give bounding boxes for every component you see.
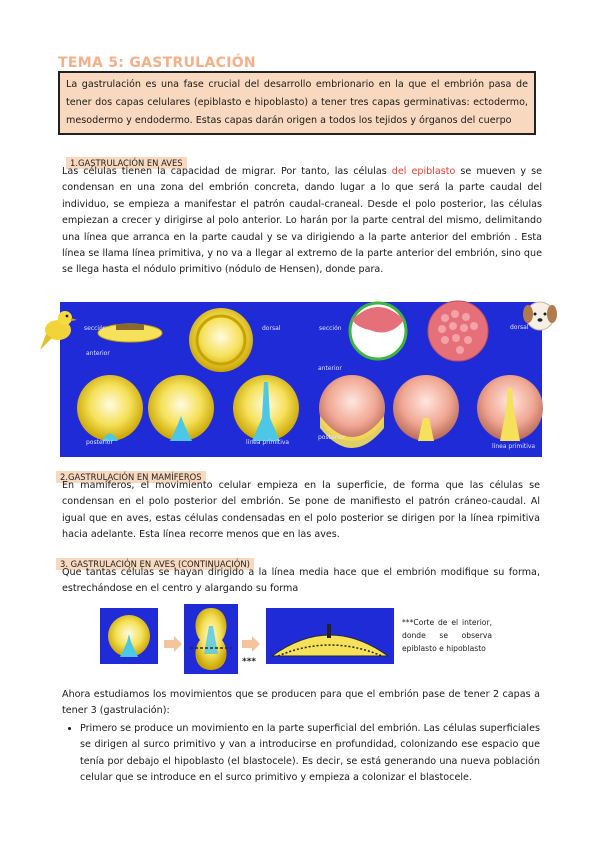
left-label-seccion: sección	[84, 325, 107, 332]
left-embryo-1	[77, 375, 143, 441]
left-label-posterior: posterior	[86, 439, 113, 446]
bullet-item: • Primero se produce un movimiento en la parte superficial del embrión. Las células superficiales se dirigen al surco primitivo y van a introducirse en profundidad, colonizando ese espacio que tenía por debajo el hipoblasto (el blastocele). Es decir, se está generando una nueva población celular que se introduce en el surco primitivo y empieza a colonizar el blastocele.	[80, 721, 540, 787]
s1-text-before: Las células tienen la capacidad de migrar. Por tanto, las células	[62, 166, 392, 177]
movements-list	[66, 721, 540, 787]
left-section-cells	[116, 324, 144, 330]
section-1-heading: 1.GASTRULACIÓN EN AVES	[66, 157, 187, 169]
figure-2-note: ***Corte de el interior, donde se observa epiblasto e hipoblasto	[402, 618, 492, 653]
right-label-linea: línea primitiva	[492, 443, 536, 450]
section-3-paragraph: Que tantas células se hayan dirigido a la línea media hace que el embrión modifique su forma, estrechándose en el centro y alargando su forma	[62, 567, 540, 595]
section-3-heading: 3. GASTRULACIÓN EN AVES (CONTINUACIÓN)	[56, 558, 254, 570]
section-2-heading: 2.GASTRULACIÓN EN MAMÍFEROS	[56, 471, 206, 483]
left-label-linea: línea primitiva	[246, 439, 290, 446]
fig2-primitive-streak	[327, 624, 331, 638]
figure-bird-gastrulation	[40, 298, 560, 458]
page-title: TEMA 5: GASTRULACIÓN	[58, 55, 256, 71]
figure-1-svg	[40, 298, 560, 458]
section-2-paragraph: En mamíferos, el movimiento celular empieza en la superficie, de forma que las células se condensan en el polo posterior del embrión. Se pone de manifiesto el patrón cráneo-caudal. Al igual que en aves, estas células condensadas en el polo posterior se dirigen por la línea rpimitiva hacia adelante. Esta línea recorre menos que en las aves.	[62, 480, 540, 541]
s1-text-after: se mueven y se condensan en una zona del embrión concreta, dando lugar a lo que será la parte caudal del individuo, se empieza a manifestar el patrón caudal-craneal. Desde el polo posterior, las células empiezan a crecer y dirigirse al polo anterior. Lo harán por la parte central del mismo, delimitando una línea que arranca en la parte caudal y se va dirigiendo a la parte anterior del embrión . Esta línea se llama línea primitiva, y no va a llegar al extremo de la parte anterior del embrión, sino que se llega hasta el nódulo primitivo (nódulo de Hensen), donde para.	[62, 166, 542, 276]
left-label-dorsal: dorsal	[262, 325, 281, 332]
epiblasto-highlight: del epiblasto	[391, 166, 456, 177]
section-1-paragraph	[62, 164, 542, 279]
right-label-posterior: posterior	[318, 434, 345, 441]
intro-box: La gastrulación es una fase crucial del desarrollo embrionario en la que el embrión pasa de tener dos capas celulares (epiblasto e hipoblasto) a tener tres capas germinativas: ectodermo, mesodermo y endodermo. Estas capas darán origen a todos los tejidos y órganos del cuerpo	[58, 71, 536, 135]
movements-intro: Ahora estudiamos los movimientos que se producen para que el embrión pase de tener 2 capas a tener 3 (gastrulación):	[62, 689, 540, 717]
fig2-stars: ***	[242, 657, 257, 667]
left-top-embryo	[189, 308, 253, 372]
fig2-arrow-1	[164, 636, 182, 652]
right-label-dorsal: dorsal	[510, 324, 529, 331]
right-label-seccion: sección	[319, 325, 342, 332]
fig2-arrow-2	[242, 636, 260, 652]
figure-2-svg	[100, 604, 400, 674]
right-label-anterior: anterior	[318, 365, 342, 372]
left-label-anterior: anterior	[86, 350, 110, 357]
figure-embryo-shape-change	[100, 604, 400, 674]
bullet-list	[66, 721, 540, 787]
